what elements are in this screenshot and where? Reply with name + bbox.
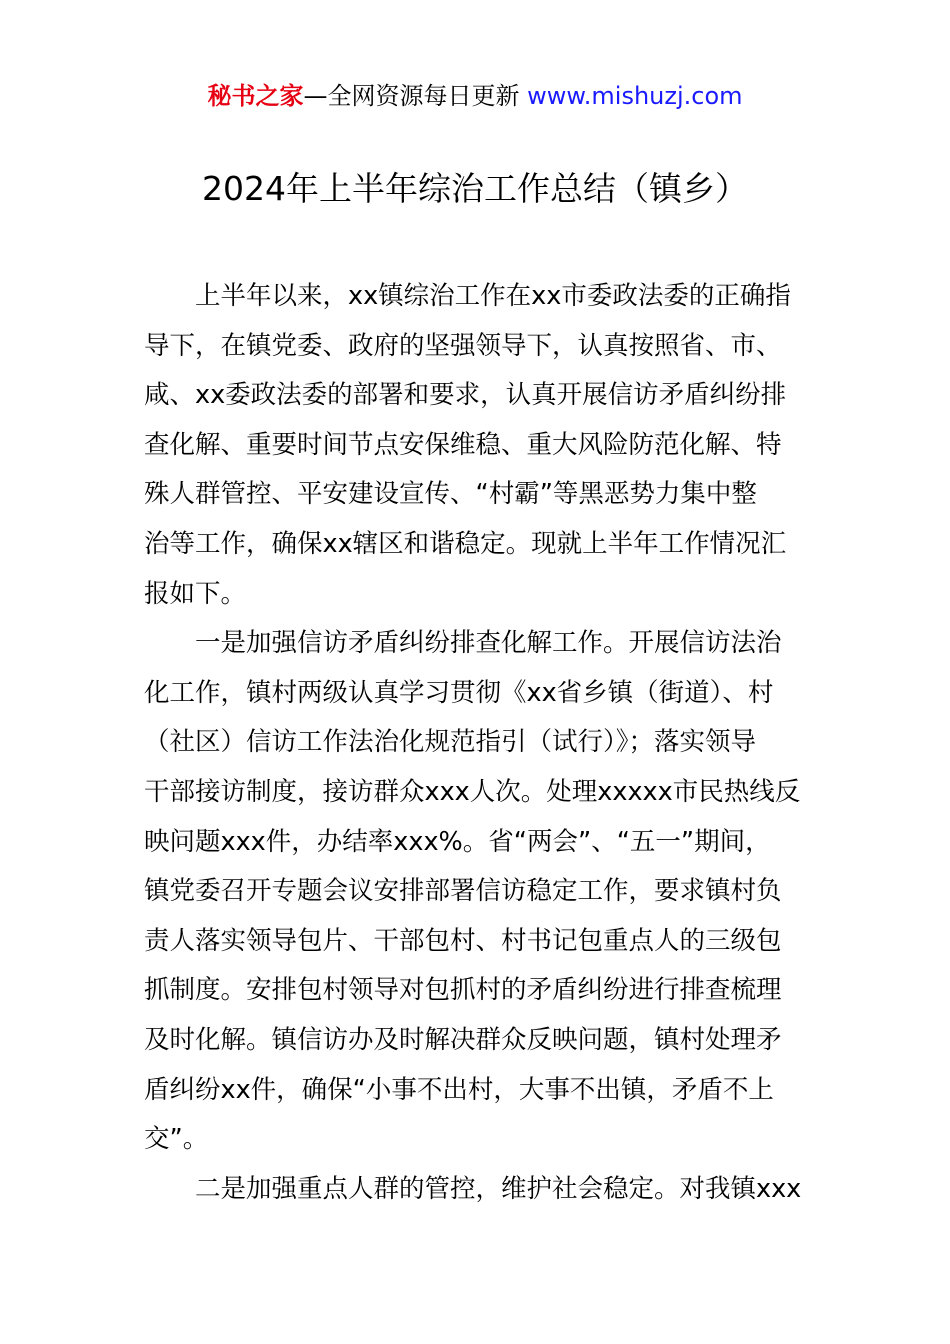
site-brand: 秘书之家 [207,82,304,110]
paragraph-line: 映问题xxx件，办结率xxx%。省“两会”、“五一”期间， [144,826,771,857]
document-title: 2024年上半年综治工作总结（镇乡） [202,169,748,208]
paragraph-line: 盾纠纷xx件，确保“小事不出村，大事不出镇，矛盾不上 [144,1074,774,1105]
paragraph-line: 报如下。 [144,578,247,609]
paragraph-line: 交”。 [144,1124,209,1155]
site-banner [0,80,950,112]
paragraph-line: 二是加强重点人群的管控，维护社会稳定。对我镇xxx [195,1173,802,1204]
paragraph-line: 干部接访制度，接访群众xxx人次。处理xxxxx市民热线反 [144,776,801,807]
paragraph-line: 责人落实领导包片、干部包村、村书记包重点人的三级包 [144,925,782,956]
paragraph-line: 镇党委召开专题会议安排部署信访稳定工作，要求镇村负 [144,876,782,907]
paragraph-line: 查化解、重要时间节点安保维稳、重大风险防范化解、特 [144,429,782,460]
paragraph-line: 导下，在镇党委、政府的坚强领导下，认真按照省、市、 [144,330,782,361]
site-tagline: —全网资源每日更新 [303,82,520,110]
paragraph-line: （社区）信访工作法治化规范指引（试行）》；落实领导 [144,727,757,758]
paragraph-line: 一是加强信访矛盾纠纷排查化解工作。开展信访法治 [195,628,782,659]
paragraph-line: 化工作，镇村两级认真学习贯彻《xx省乡镇（街道）、村 [144,677,774,708]
paragraph-line: 抓制度。安排包村领导对包抓村的矛盾纠纷进行排查梳理 [144,975,782,1006]
paragraph-line: 治等工作，确保xx辖区和谐稳定。现就上半年工作情况汇 [144,528,787,559]
site-url[interactable]: www.mishuzj.com [527,82,743,110]
document-body [144,272,834,1214]
paragraph-line: 殊人群管控、平安建设宣传、“村霸”等黑恶势力集中整 [144,479,757,510]
paragraph-line: 上半年以来，xx镇综治工作在xx市委政法委的正确指 [195,281,791,311]
paragraph-line: 咸、xx委政法委的部署和要求，认真开展信访矛盾纠纷排 [144,380,787,411]
paragraph-line: 及时化解。镇信访办及时解决群众反映问题，镇村处理矛 [144,1024,782,1055]
